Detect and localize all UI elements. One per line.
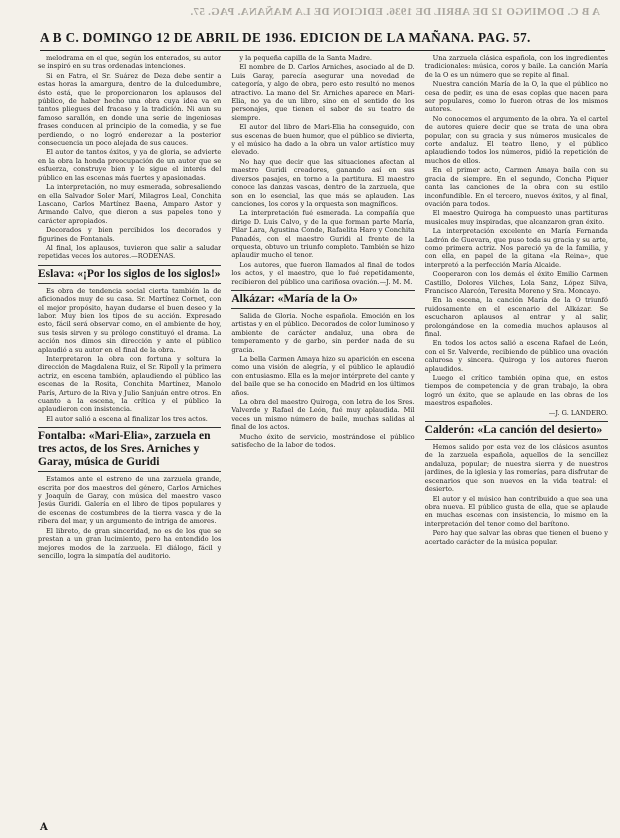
paragraph: Mucho éxito de servicio, mostrándose el público satisfecho de la labor de todos. <box>231 432 415 450</box>
column-3 <box>425 54 608 824</box>
paragraph: Cooperaron con los demás el éxito Emilio Carmen Castillo, Dolores Vilches, Lola Sanz, López Silva, Francisco Alarcón, Teresita Moreno y Sra. Moncayo. <box>424 270 608 295</box>
paragraph: La obra del maestro Quiroga, con letra de los Sres. Valverde y Rafael de León, fué muy aplaudida. Mil veces un mismo número de baile, muchas salidas al final de los actos. <box>231 398 415 432</box>
paragraph: No hay que decir que las situaciones afectan al maestro Guridi creadores, ganando así en sus diversos pasajes, en torno a la partitura. El maestro conoce las danzas vascas, dentro de la zarzuela, que son en lo esencial, las que más se aplauden. Las canciones, los coros y la orquesta son magníficos. <box>231 157 415 208</box>
article-heading-alkazar: Alkázar: «María de la O» <box>231 290 414 309</box>
paragraph: El autor y el músico han contribuido a que sea una obra nueva. El público gusta de ella, que se aplaude en muchas escenas con insistencia, lo mismo en la interpretación del tenor como del barítono. <box>424 494 608 528</box>
article-heading-eslava: Eslava: «¡Por los siglos de los siglos!» <box>38 265 221 284</box>
paragraph: El nombre de D. Carlos Arniches, asociado al de D. Luis Garay, parecía asegurar una novedad de categoría, y algo de obra, pero esto resultó no menos atractivo. La mano del Sr. Arniches aparece en Mari-Elia, no ya de un libro, sino en el sentido de los personajes, que tienen el sabor de su teatro de siempre. <box>231 63 415 122</box>
masthead: A B C. DOMINGO 12 DE ABRIL DE 1936. EDICION DE LA MAÑANA. PAG. 57. <box>40 30 605 51</box>
paragraph: Decorados y bien percibidos los decorados y figurines de Fontanals. <box>38 226 222 243</box>
paragraph: Una zarzuela clásica española, con los ingredientes tradicionales: música, coros y baile. La canción María de la O es un número que se repite al final. <box>424 54 608 79</box>
article-columns <box>38 54 608 824</box>
article-heading-calderon: Calderón: «La canción del desierto» <box>425 421 608 440</box>
paragraph: La interpretación excelente en María Fernanda Ladrón de Guevara, que puso toda su gracia y su arte, como primera actriz. Nos pareció ya de la familia, y con ella, en papel de la gitana «la Reina», que interpretó a la perfección María Alcaide. <box>424 227 608 269</box>
paragraph: En todos los actos salió a escena Rafael de León, con el Sr. Valverde, recibiendo de público una ovación calurosa y sincera. Quiroga y los autores fueron aplaudidos. <box>424 339 608 373</box>
paragraph: Salida de Gloria. Noche española. Emoción en los artistas y en el público. Decorados de color luminoso y ambiente de carácter andaluz, una obra de temperamento y de garbo, sin perder nada de su gracia. <box>231 311 415 354</box>
mirrored-header-bleedthrough: A B C. DOMINGO 12 DE ABRIL DE 1936. EDICION DE LA MAÑANA. PAG. 57. <box>190 6 600 18</box>
paragraph: Al final, los aplausos, tuvieron que salir a saludar repetidas veces los autores.—RODENAS. <box>38 243 222 261</box>
column-1 <box>38 54 221 824</box>
paragraph: Si en Fatra, el Sr. Suárez de Deza debe sentir a estas horas la amargura, dentro de la dulcedumbre, ésto está, que le proporcionaron los aplausos del público, de haber hecho una obra cuya idea va en tantos pliegues del fracaso y la tradición. Ni aun su famoso sarallón, en donde una serie de ingeniosas frases conducen al principio de la comedia, y se fue perdiendo, o no logró enderezar a la posterior consecuencia un poco alejada de sus cauces. <box>38 71 222 148</box>
paragraph: Pero hay que salvar las obras que tienen el bueno y acertado carácter de la música popular. <box>424 529 608 546</box>
author-signature: —J. G. LANDERO. <box>548 408 608 417</box>
paragraph: Nuestra canción María de la O, la que el público no cesa de pedir, es una de esas coplas que nacen para ser populares, como lo fueron otras de los mismos autores. <box>424 80 608 114</box>
paragraph: El autor de tantos éxitos, y ya de gloria, se advierte en la obra la honda preocupación de un autor que se esfuerza, construye bien y le sigue el interés del público en las escenas más fuertes y apasionadas. <box>38 148 222 182</box>
column-2 <box>231 54 414 824</box>
paragraph: En el primer acto, Carmen Amaya baila con su gracia de siempre. En el segundo, Concha Piquer canta las canciones de la obra con su estilo inconfundible. En el tercero, nuevos éxitos, y al final, ovación para todos. <box>424 166 608 208</box>
paragraph: En la escena, la canción María de la O triunfó ruidosamente en el escenario del Alkázar. Se escucharon aplausos al entrar y al salir, prolongándose en la comedia muchos aplausos al final. <box>424 296 608 338</box>
paragraph: y la pequeña capilla de la Santa Madre. <box>239 54 373 62</box>
paragraph: melodrama en el que, según los enterados, su autor se inspiró en su tras ordenadas intenciones. <box>38 54 222 71</box>
article-heading-fontalba: Fontalba: «Mari-Elia», zarzuela en tres actos, de los Sres. Arniches y Garay, música de Guridi <box>38 427 221 472</box>
paragraph: El autor del libro de Mari-Elia ha conseguido, con sus escenas de buen humor, que el público se divierta, y el músico ha dado a la obra un valor artístico muy elevado. <box>231 123 415 157</box>
paragraph: El autor salió a escena al finalizar los tres actos. <box>46 414 208 423</box>
paragraph: Estamos ante el estreno de una zarzuela grande, escrita por dos maestros del género, Carlos Arniches y Joaquín de Garay, con música del maestro vasco Jesús Guridi. Galería en el libro de tipos populares y de escenas de costumbres de la tierra vasca y de la ribera del mar, y un argumento de intriga de amores. <box>38 475 222 526</box>
paragraph: La interpretación fué esmerada. La compañía que dirige D. Luis Calvo, y de la que forman parte María, Pilar Lara, Agustina Conde, Rafaelita Haro y Conchita Panadés, con el maestro Guridi al frente de la orquesta, obtuvo un triunfo completo. También se hizo aplaudir mucho el tenor. <box>231 209 415 260</box>
paragraph: No conocemos el argumento de la obra. Ya el cartel de autores quiere decir que se trata de una obra popular, con su gracia y sus números musicales de corte andaluz. El teatro lleno, y el público aplaudiendo todos los números, pidió la repetición de muchos de ellos. <box>424 114 608 165</box>
paragraph: Hemos salido por esta vez de los clásicos asuntos de la zarzuela española, aquellos de la sencillez andaluza, popular; de nuestra sierra y de nuestros jardines, de la iglesia y las romerías, para disfrutar de escenarios que son nuevos en la vida teatral: el desierto. <box>424 443 608 494</box>
paragraph: La interpretación, no muy esmerada, sobresaliendo en ella Salvador Soler Marí, Milagros Leal, Conchita Lascano, Carlos Martínez Baena, Amparo Astor y Armando Calvo, que dieron a sus papeles tono y carácter apropiados. <box>38 183 222 225</box>
paragraph: Es obra de tendencia social cierta también la de aficionados muy de su casa. Sr. Martínez Cornet, con el mejor propósito, hayan dudarse el buen deseo y la labor. Muy bien los tipos de su acción. Expresado esto, fácil será observar como, en el ambiente de hoy, sus tesis sirven y su prólogo constituyó el drama. La acción nos dimos sin dirección y ante el público aplaudió a su autor en el final de la obra. <box>38 286 222 354</box>
paragraph: Los autores, que fueron llamados al final de todos los actos, y el maestro, que lo fué repetidamente, recibieron del público una cariñosa ovación.—J. M. M. <box>231 260 415 286</box>
paragraph: La bella Carmen Amaya hizo su aparición en escena como una visión de alegría, y el público le aplaudió con entusiasmo. Ella es la mejor intérprete del cante y del baile que se ha conocido en Madrid en los últimos años. <box>231 355 415 397</box>
paragraph: Interpretaron la obra con fortuna y soltura la dirección de Magdalena Ruiz, el Sr. Ripoll y la primera actriz, en escena también, aplaudiendo el público las escenas de la Rosita, Conchita Martínez, Manolo París, Arturo de la Riva y Julio Sanjuán entre otros. En cuanto a la escena, la crítica y el público la aplaudieron con insistencia. <box>38 355 222 414</box>
paragraph: Luego el crítico también opina que, en estos tiempos de competencia y de gran trabajo, la obra logró un éxito, que se aplaude en las obras de los maestros españoles. <box>424 374 608 408</box>
paragraph: El libreto, de gran sinceridad, no es de los que se prestan a un gran lucimiento, pero ha entendido los mejores modos de la zarzuela. El diálogo, fácil y sencillo, logra la simpatía del auditorio. <box>38 526 222 560</box>
page-footer-mark: A <box>40 822 48 833</box>
paragraph: El maestro Quiroga ha compuesto unas partituras musicales muy inspiradas, que alcanzaron gran éxito. <box>424 209 608 226</box>
